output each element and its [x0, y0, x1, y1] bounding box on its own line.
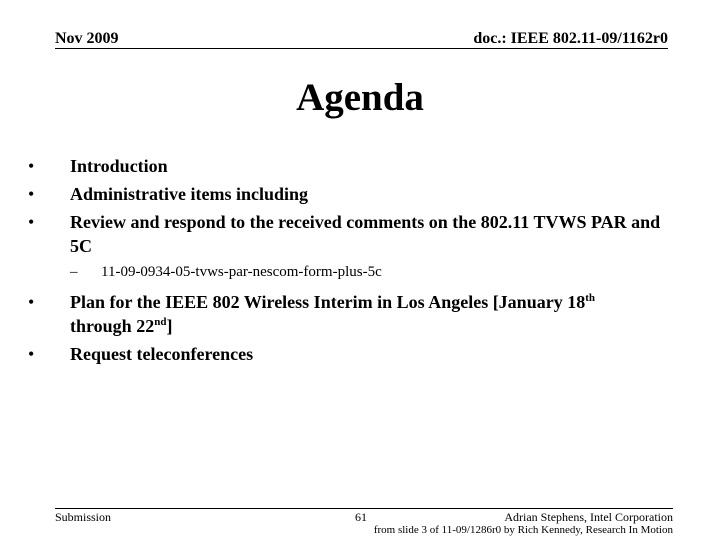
- bullet-marker: •: [28, 156, 35, 176]
- bullet-text-part: Plan for the IEEE 802 Wireless Interim in Los Angeles [January 18: [70, 292, 586, 312]
- footer-divider: [55, 508, 673, 509]
- superscript-nd: nd: [154, 316, 167, 328]
- bullet-list: [28, 154, 668, 366]
- bullet-marker: •: [28, 184, 35, 204]
- sub-bullet-item: [70, 262, 668, 282]
- bullet-text: [70, 290, 668, 338]
- bullet-item: [28, 154, 668, 178]
- bullet-text: Administrative items including: [70, 184, 309, 204]
- bullet-text-part: through 22: [70, 316, 155, 336]
- bullet-text: Request teleconferences: [70, 344, 254, 364]
- bullet-item: [28, 182, 668, 206]
- bullet-marker: •: [28, 344, 35, 364]
- bullet-marker: •: [28, 212, 35, 232]
- header-doc-ref: doc.: IEEE 802.11-09/1162r0: [473, 30, 668, 47]
- bullet-marker: •: [28, 292, 35, 312]
- footer-page-number: 61: [355, 510, 367, 524]
- sub-bullet-marker: –: [70, 264, 78, 280]
- bullet-item: [28, 290, 668, 338]
- slide-title: Agenda: [296, 76, 424, 119]
- bullet-item: [28, 342, 668, 366]
- bullet-text: Introduction: [70, 156, 168, 176]
- sub-bullet-text: 11-09-0934-05-tvws-par-nescom-form-plus-5c: [101, 264, 382, 280]
- footer-source-slide: from slide 3 of 11-09/1286r0 by Rich Kennedy, Research In Motion: [373, 524, 673, 536]
- superscript-th: th: [585, 292, 595, 304]
- bullet-item: [28, 210, 668, 258]
- bullet-text: Review and respond to the received comments on the 802.11 TVWS PAR and 5C: [70, 212, 661, 256]
- footer-submission: Submission: [55, 510, 112, 524]
- header-divider: [55, 48, 668, 49]
- header-date: Nov 2009: [55, 30, 119, 47]
- footer-author: Adrian Stephens, Intel Corporation: [504, 510, 673, 524]
- bullet-text-part: ]: [166, 316, 173, 336]
